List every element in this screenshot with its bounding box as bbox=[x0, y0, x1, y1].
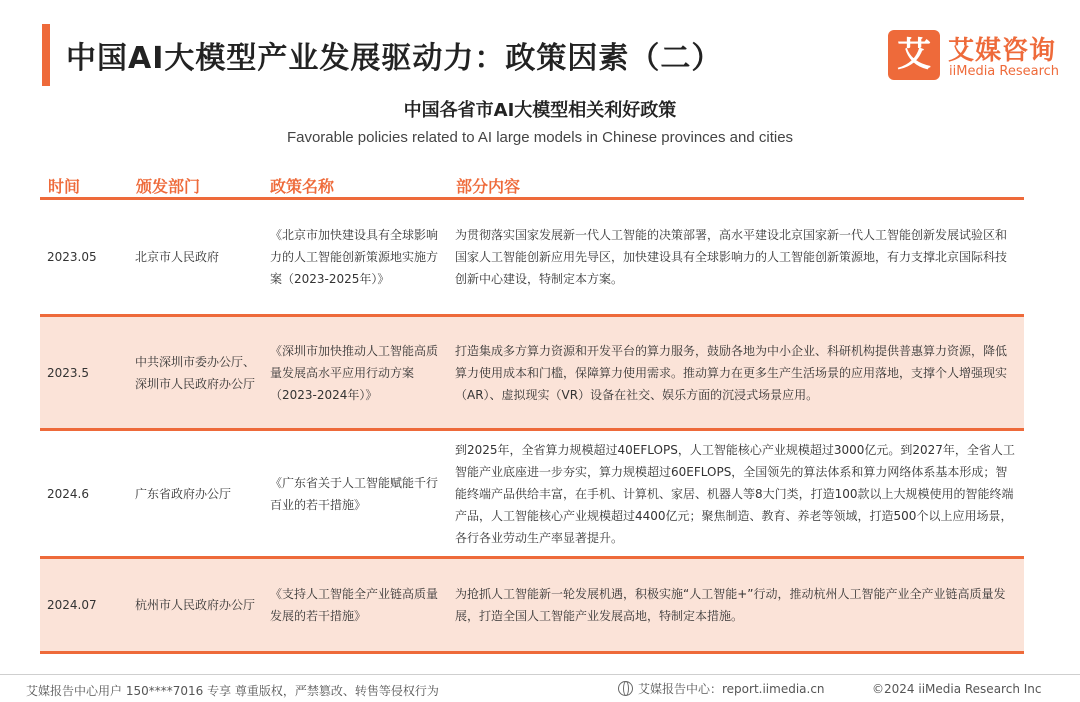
footer-copyright: ©2024 iiMedia Research Inc bbox=[872, 682, 1042, 696]
policy-table bbox=[40, 170, 1024, 654]
column-header-date: 时间 bbox=[48, 177, 81, 196]
row-dept bbox=[135, 317, 263, 428]
row-content-text: 打造集成多方算力资源和开发平台的算力服务，鼓励各地为中小企业、科研机构提供普惠算力资源，降低算力使用成本和门槛，保障算力使用需求。推动算力在更多生产生活场景的应用落地，支撑个人增强现实（AR）、虚拟现实（VR）设备在社交、娱乐方面的沉浸式场景应用。 bbox=[455, 343, 1008, 402]
title-accent-bar bbox=[42, 24, 50, 86]
row-dept-text: 北京市人民政府 bbox=[135, 250, 220, 264]
row-date-text: 2023.5 bbox=[47, 365, 89, 380]
row-date bbox=[47, 200, 127, 314]
row-dept-text: 中共深圳市委办公厅、深圳市人民政府办公厅 bbox=[135, 354, 256, 391]
logo-text-en: iiMedia Research bbox=[949, 64, 1060, 79]
row-dept bbox=[135, 431, 263, 556]
table-row bbox=[40, 200, 1024, 317]
footer-report-center[interactable] bbox=[618, 680, 825, 697]
row-content bbox=[455, 431, 1017, 556]
table-row bbox=[40, 559, 1024, 654]
row-date bbox=[47, 559, 127, 651]
logo-text-cn: 艾媒咨询 bbox=[948, 36, 1057, 66]
row-date bbox=[47, 431, 127, 556]
footer-divider bbox=[0, 674, 1080, 675]
globe-icon bbox=[618, 681, 633, 696]
row-dept bbox=[135, 200, 263, 314]
row-content bbox=[455, 559, 1017, 651]
subtitle-en: Favorable policies related to AI large models in Chinese provinces and cities bbox=[286, 129, 794, 146]
row-policy-name-text: 《深圳市加快推动人工智能高质量发展高水平应用行动方案（2023-2024年）》 bbox=[270, 343, 439, 402]
row-dept-text: 杭州市人民政府办公厅 bbox=[135, 598, 256, 612]
row-date-text: 2024.07 bbox=[47, 598, 97, 612]
row-policy-name-text: 《支持人工智能全产业链高质量发展的若干措施》 bbox=[270, 587, 439, 623]
row-content-text: 到2025年，全省算力规模超过40EFLOPS，人工智能核心产业规模超过3000亿元。到2027年，全省人工智能产业底座进一步夯实，算力规模超过60EFLOPS，全国领先的算法体系和算力网络体系基本形成；智能终端产品供给丰富，在手机、计算机、家居、机器人等8大门类，打造100款以上大规模使用的智能终端产品，人工智能核心产业规模超过4400亿元；聚焦制造、教育、养老等领域，打造500个以上应用场景，各行各业劳动生产率显著提升。 bbox=[455, 442, 1015, 545]
table-header bbox=[40, 170, 1024, 200]
row-policy-name bbox=[270, 317, 442, 428]
row-policy-name bbox=[270, 431, 442, 556]
table-row bbox=[40, 431, 1024, 559]
subtitle-cn: 中国各省市AI大模型相关利好政策 bbox=[403, 100, 677, 121]
row-policy-name bbox=[270, 559, 442, 651]
brand-logo bbox=[888, 28, 1068, 84]
row-date-text: 2023.05 bbox=[47, 250, 97, 264]
column-header-dept: 颁发部门 bbox=[136, 177, 201, 196]
row-content-text: 为抢抓人工智能新一轮发展机遇，积极实施“人工智能+”行动，推动杭州人工智能产业全产业链高质量发展，打造全国人工智能产业发展高地，特制定本措施。 bbox=[455, 587, 1006, 623]
footer-report-center-text[interactable]: 艾媒报告中心：report.iimedia.cn bbox=[638, 682, 825, 696]
table-row bbox=[40, 317, 1024, 431]
row-policy-name bbox=[270, 200, 442, 314]
row-dept-text: 广东省政府办公厅 bbox=[135, 486, 232, 501]
row-dept bbox=[135, 559, 263, 651]
row-policy-name-text: 《北京市加快建设具有全球影响力的人工智能创新策源地实施方案（2023-2025年）》 bbox=[270, 228, 439, 286]
row-date bbox=[47, 317, 127, 428]
row-content bbox=[455, 317, 1017, 428]
footer-copyright-notice: 艾媒报告中心用户 150****7016 专享 尊重版权，严禁篡改、转售等侵权行为 bbox=[26, 684, 439, 698]
row-content bbox=[455, 200, 1017, 314]
column-header-content: 部分内容 bbox=[456, 177, 521, 196]
logo-mark: 艾 bbox=[888, 30, 940, 80]
column-header-name: 政策名称 bbox=[270, 177, 335, 196]
row-content-text: 为贯彻落实国家发展新一代人工智能的决策部署，高水平建设北京国家新一代人工智能创新发展试验区和国家人工智能创新应用先导区，加快建设具有全球影响力的人工智能创新策源地，有力支撑北京国际科技创新中心建设，特制定本方案。 bbox=[455, 228, 1008, 286]
row-date-text: 2024.6 bbox=[47, 486, 89, 501]
page-title: 中国AI大模型产业发展驱动力：政策因素（二） bbox=[66, 41, 723, 76]
row-policy-name-text: 《广东省关于人工智能赋能千行百业的若干措施》 bbox=[270, 475, 439, 512]
